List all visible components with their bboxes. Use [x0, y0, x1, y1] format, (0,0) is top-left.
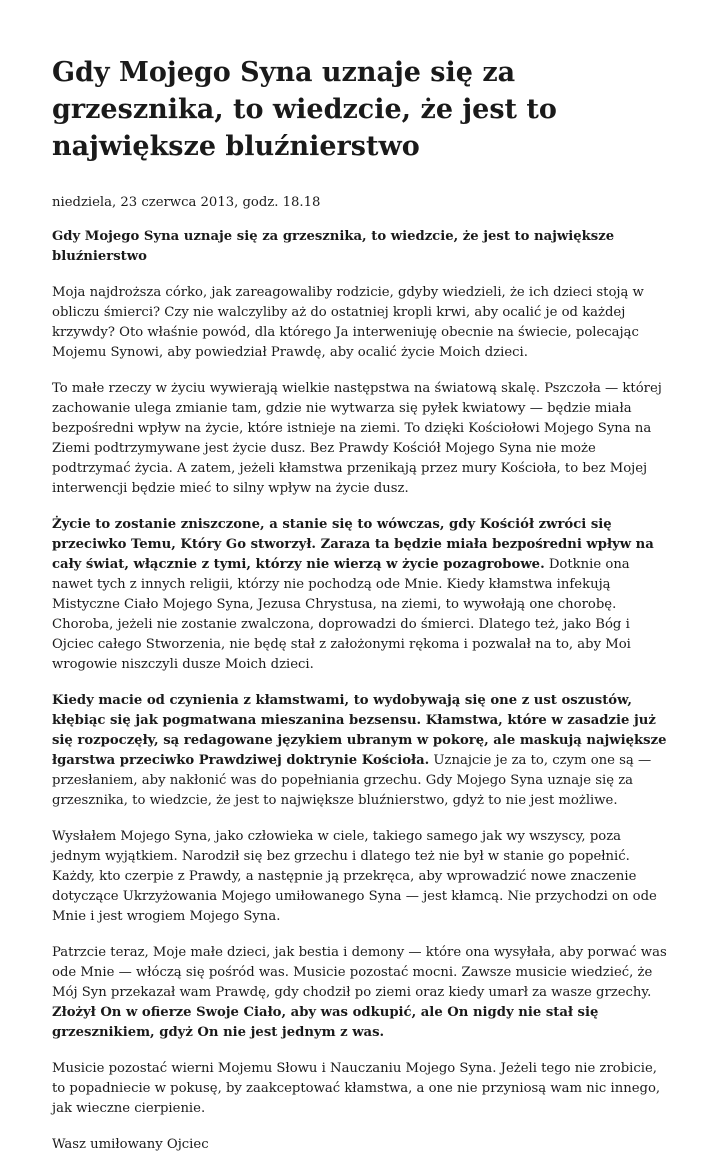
paragraph-1: Moja najdroższa córko, jak zareagowaliby rodzicie, gdyby wiedzieli, że ich dzieci stoją w obliczu śmierci? Czy nie walczyliby aż do ostatniej kropli krwi, aby ocalić je od każdej krzywdy? Oto właśnie powód, dla którego Ja interweniuję obecnie na świecie, polecając Mojemu Synowi, aby powiedział Prawdę, aby ocalić życie Moich dzieci.	[52, 285, 644, 360]
paragraph-6-bold: Złożył On w ofierze Swoje Ciało, aby was odkupić, ale On nigdy nie stał się grzesznikiem, gdyż On nie jest jednym z was.	[52, 1005, 599, 1040]
paragraph-6	[52, 943, 673, 1043]
article-title: Gdy Mojego Syna uznaje się za grzesznika, to wiedzcie, że jest to największe bluźnierstwo	[52, 57, 557, 162]
signature: Wasz umiłowany Ojciec	[52, 1137, 209, 1152]
paragraph-4	[52, 691, 673, 811]
paragraph-2: To małe rzeczy w życiu wywierają wielkie następstwa na światową skalę. Pszczoła — której zachowanie ulega zmianie tam, gdzie nie wytwarza się pyłek kwiatowy — będzie miała bezpośredni wpływ na życie, które istnieje na ziemi. To dzięki Kościołowi Mojego Syna na Ziemi podtrzymywane jest życie dusz. Bez Prawdy Kościół Mojego Syna nie może podtrzymać życia. A zatem, jeżeli kłamstwa przenikają przez mury Kościoła, to bez Mojej interwencji będzie mieć to silny wpływ na życie dusz.	[52, 381, 662, 496]
article-date: niedziela, 23 czerwca 2013, godz. 18.18	[52, 195, 321, 210]
paragraph-3-text: Dotknie ona nawet tych z innych religii, którzy nie pochodzą ode Mnie. Kiedy kłamstwa infekują Mistyczne Ciało Mojego Syna, Jezusa Chrystusa, na ziemi, to wywołają one chorobę. Choroba, jeżeli nie zostanie zwalczona, doprowadzi do śmierci. Dlatego też, jako Bóg i Ojciec całego Stworzenia, nie będę stał z założonymi rękoma i pozwalał na to, aby Moi wrogowie niszczyli dusze Moich dzieci.	[52, 557, 631, 672]
paragraph-6-text: Patrzcie teraz, Moje małe dzieci, jak bestia i demony — które ona wysyłała, aby porwać was ode Mnie — włóczą się pośród was. Musicie pozostać mocni. Zawsze musicie wiedzieć, że Mój Syn przekazał wam Prawdę, gdy chodził po ziemi oraz kiedy umarł za wasze grzechy.	[52, 945, 667, 1000]
paragraph-3	[52, 515, 673, 675]
paragraph-4-text: Uznajcie je za to, czym one są — przesłaniem, aby nakłonić was do popełniania grzechu. Gdy Mojego Syna uznaje się za grzesznika, to wiedzcie, że jest to największe bluźnierstwo, gdyż to nie jest możliwe.	[52, 753, 652, 808]
paragraph-3-bold: Życie to zostanie zniszczone, a stanie się to wówczas, gdy Kościół zwróci się przeciwko Temu, Który Go stworzył. Zaraza ta będzie miała bezpośredni wpływ na cały świat, włącznie z tymi, którzy nie wierzą w życie pozagrobowe.	[52, 517, 654, 572]
paragraph-5: Wysłałem Mojego Syna, jako człowieka w ciele, takiego samego jak wy wszyscy, poza jednym wyjątkiem. Narodził się bez grzechu i dlatego też nie był w stanie go popełnić. Każdy, kto czerpie z Prawdy, a następnie ją przekręca, aby wprowadzić nowe znaczenie dotyczące Ukrzyżowania Mojego umiłowanego Syna — jest kłamcą. Nie przychodzi on ode Mnie i jest wrogiem Mojego Syna.	[52, 829, 657, 924]
paragraph-7: Musicie pozostać wierni Mojemu Słowu i Nauczaniu Mojego Syna. Jeżeli tego nie zrobicie, to popadniecie w pokusę, by zaakceptować kłamstwa, a one nie przyniosą wam nic innego, jak wieczne cierpienie.	[52, 1061, 661, 1116]
article-subtitle: Gdy Mojego Syna uznaje się za grzesznika, to wiedzcie, że jest to największe bluźnierstwo	[52, 229, 615, 264]
paragraph-4-bold: Kiedy macie od czynienia z kłamstwami, to wydobywają się one z ust oszustów, kłębiąc się jak pogmatwana mieszanina bezsensu. Kłamstwa, które w zasadzie już się rozpoczęły, są redagowane językiem ubranym w pokorę, ale maskują największe łgarstwa przeciwko Prawdziwej doktrynie Kościoła.	[52, 693, 667, 768]
